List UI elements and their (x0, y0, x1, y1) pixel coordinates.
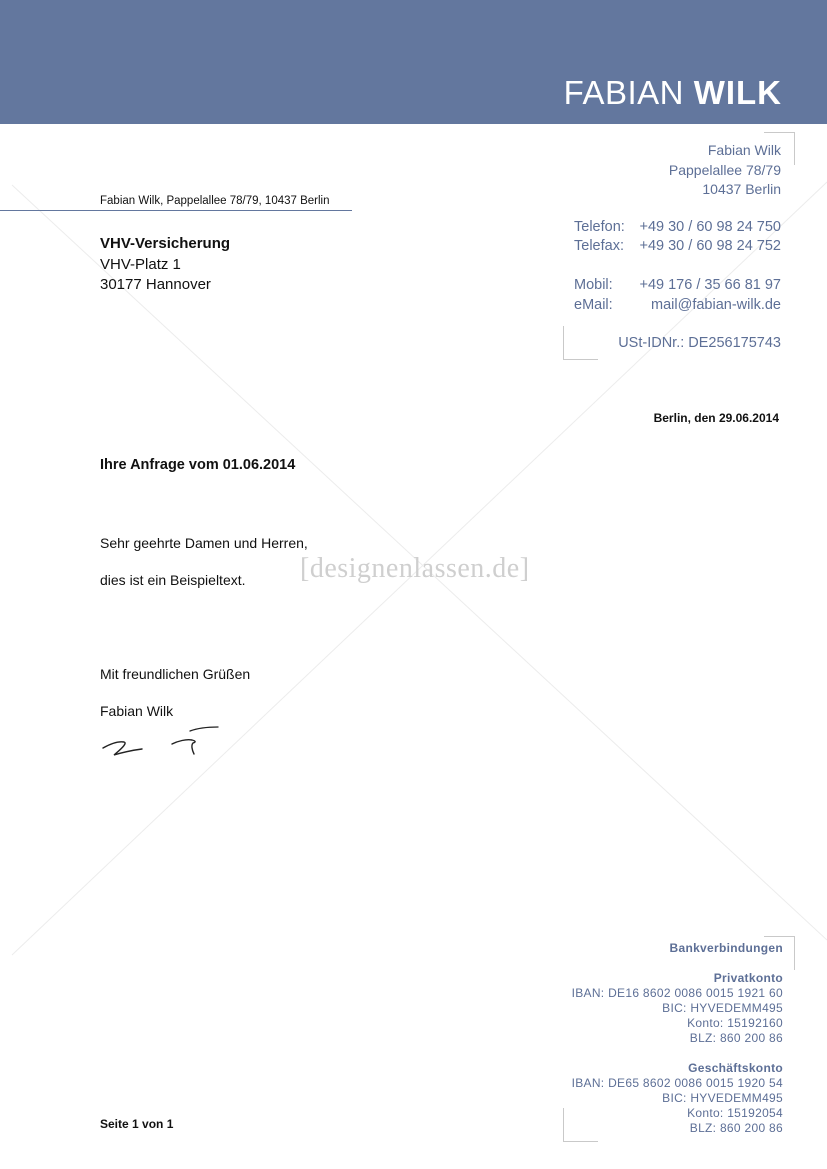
brand-logo (564, 74, 782, 112)
sender-city: 10437 Berlin (702, 181, 781, 197)
body-text: dies ist ein Beispieltext. (100, 572, 246, 588)
mobile-label: Mobil: (574, 277, 613, 293)
phone-label: Telefon: (574, 219, 625, 235)
email-label: eMail: (574, 297, 613, 313)
page-number: Seite 1 von 1 (100, 1117, 174, 1131)
sender-street: Pappelallee 78/79 (668, 161, 781, 178)
email-value: mail@fabian-wilk.de (651, 297, 781, 313)
return-address-underline (0, 210, 352, 211)
recipient-address (100, 234, 230, 296)
business-konto: Konto: 15192054 (687, 1106, 783, 1120)
bank-details (572, 941, 783, 1136)
fax-label: Telefax: (574, 238, 624, 254)
private-blz: BLZ: 860 200 86 (689, 1031, 783, 1045)
phone-value: +49 30 / 60 98 24 750 (639, 219, 781, 235)
private-konto: Konto: 15192160 (687, 1016, 783, 1030)
private-bic: BIC: HYVEDEMM495 (662, 1001, 783, 1015)
sender-address (669, 141, 781, 200)
brand-last-name: WILK (693, 74, 782, 111)
email-row (574, 297, 781, 315)
mobile-value: +49 176 / 35 66 81 97 (639, 277, 781, 293)
fax-value: +49 30 / 60 98 24 752 (639, 238, 781, 254)
sender-bracket-bottom (563, 326, 598, 360)
signer-name: Fabian Wilk (100, 703, 174, 719)
business-bic: BIC: HYVEDEMM495 (662, 1091, 783, 1105)
mobile-row (574, 277, 781, 295)
bank-heading: Bankverbindungen (669, 941, 783, 955)
watermark-text: [designenlassen.de] (300, 553, 530, 584)
date-line: Berlin, den 29.06.2014 (653, 411, 779, 425)
private-account-title: Privatkonto (713, 971, 783, 985)
return-address: Fabian Wilk, Pappelallee 78/79, 10437 Berlin (100, 195, 330, 207)
recipient-city: 30177 Hannover (100, 276, 211, 293)
sender-name: Fabian Wilk (707, 142, 781, 158)
subject-line: Ihre Anfrage vom 01.06.2014 (100, 457, 296, 473)
recipient-name: VHV-Versicherung (100, 235, 231, 252)
closing: Mit freundlichen Grüßen (100, 666, 251, 682)
phone-row (574, 219, 781, 237)
salutation: Sehr geehrte Damen und Herren, (100, 535, 308, 551)
business-iban: IBAN: DE65 8602 0086 0015 1920 54 (571, 1076, 783, 1090)
business-account-title: Geschäftskonto (688, 1061, 783, 1075)
business-blz: BLZ: 860 200 86 (689, 1121, 783, 1135)
private-iban: IBAN: DE16 8602 0086 0015 1921 60 (571, 986, 783, 1000)
signature-image (100, 722, 225, 764)
brand-first-name: FABIAN (563, 74, 685, 111)
fax-row (574, 238, 781, 256)
recipient-street: VHV-Platz 1 (100, 255, 181, 273)
vat-id: USt-IDNr.: DE256175743 (618, 335, 781, 351)
